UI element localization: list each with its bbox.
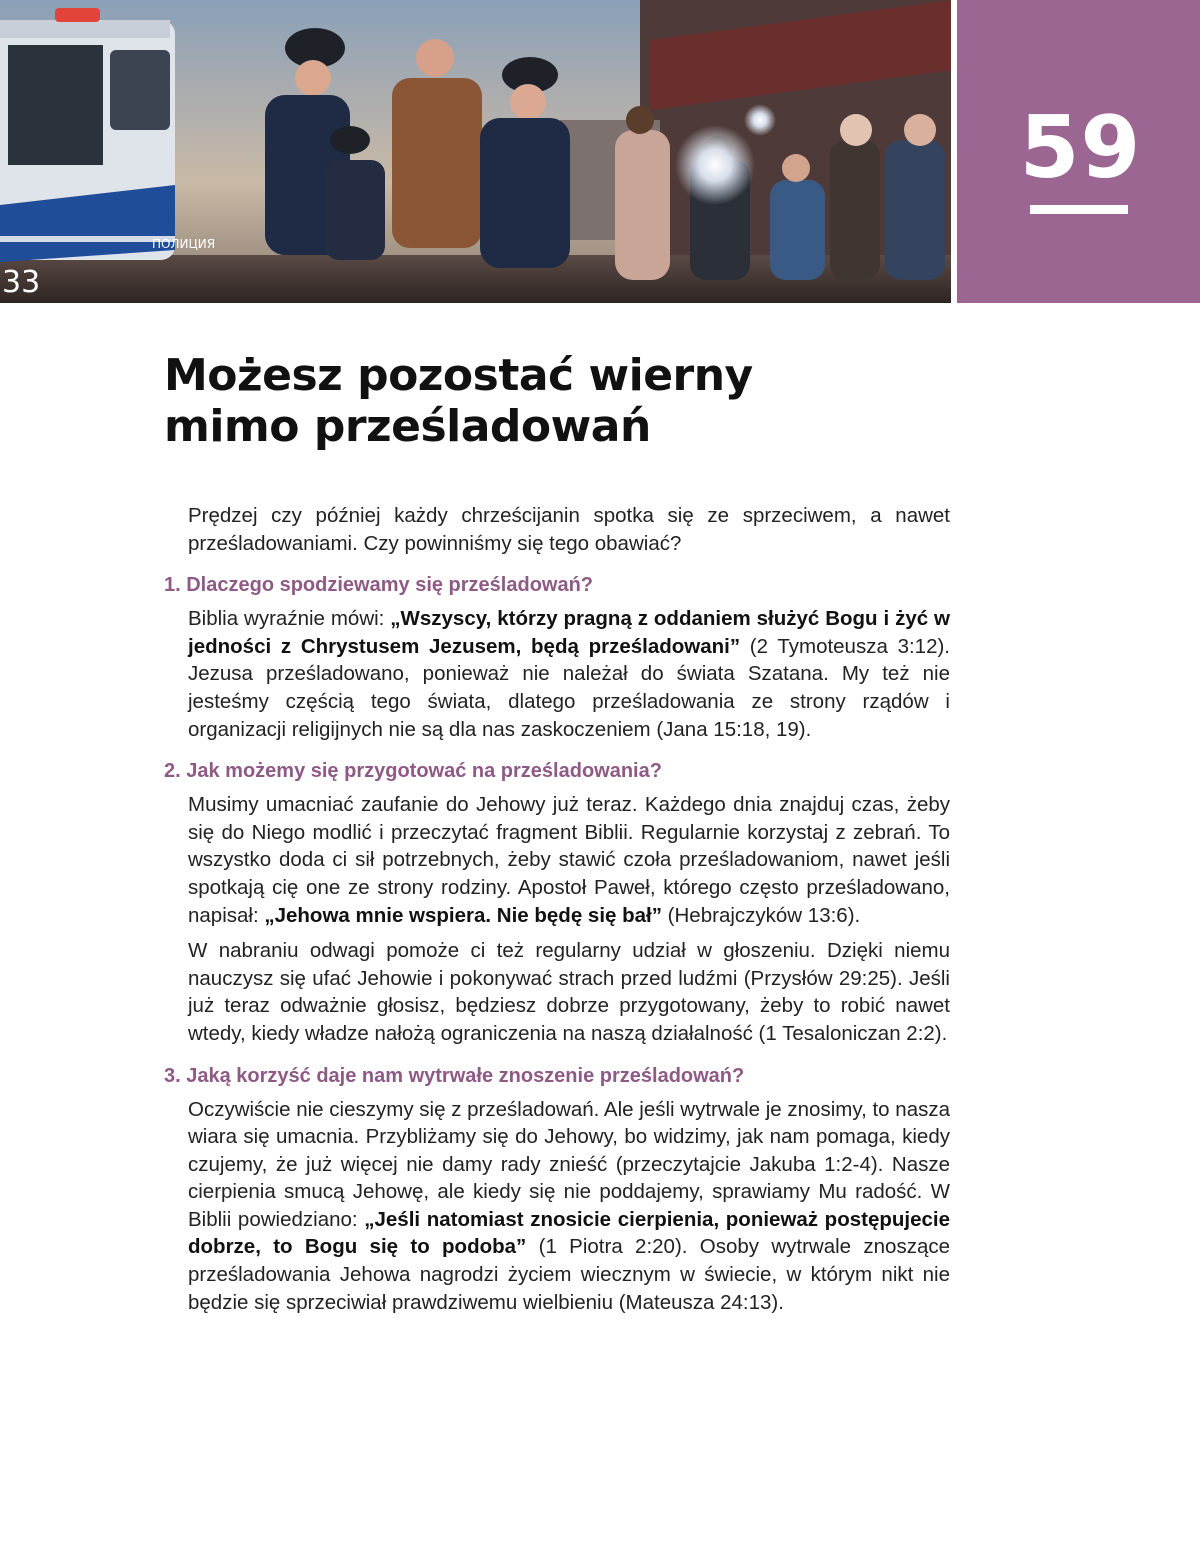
section-2 xyxy=(164,757,950,1047)
bible-quote: „Wszyscy, którzy pragną z oddaniem służyć Bogu i żyć w jedności z Chrystusem Jezusem, będą prześladowani” xyxy=(188,607,950,658)
page-title xyxy=(164,350,964,452)
paragraph-text: Oczywiście nie cieszymy się z prześladowań. Ale jeśli wytrwale je znosimy, to nasza wiara się umacnia. Przybliżamy się do Jehowy, bo widzimy, jak nam pomaga, kiedy czujemy, że już więcej nie damy rady znieść (przeczytajcie Jakuba 1:2-4). Nasze cierpienia smucą Jehowę, ale kiedy się nie poddajemy, sprawiamy Mu radość. W Biblii powiedziano: xyxy=(188,1097,950,1231)
van-number: 33 xyxy=(2,265,41,300)
question-heading: 2. Jak możemy się przygotować na prześladowania? xyxy=(164,760,662,783)
lesson-number: 59 xyxy=(1019,98,1142,198)
paragraph-text: W nabraniu odwagi pomoże ci też regularny udział w głoszeniu. Dzięki niemu nauczysz się ufać Jehowie i pokonywać strach przed ludźmi (Przysłów 29:25). Jeśli już teraz odważnie głosisz, będziesz dobrze przygotowany, żeby to robić nawet wtedy, kiedy władze nałożą ograniczenia na naszą działalność (1 Tesaloniczan 2:2). xyxy=(188,939,950,1045)
paragraph-text: (1 Piotra 2:20). Osoby wytrwale znoszące prześladowania Jehowa nagrodzi życiem wiecznym w świecie, w którym nikt nie będzie się sprzeciwiał prawdziwemu wielbieniu (Mateusza 24:13). xyxy=(188,1235,951,1314)
paragraph xyxy=(188,937,950,1047)
bible-quote: „Jehowa mnie wspiera. Nie będę się bał” xyxy=(264,903,662,927)
lesson-content xyxy=(164,502,950,1316)
section-1 xyxy=(164,571,950,743)
paragraph xyxy=(188,791,950,929)
bible-quote: „Jeśli natomiast znosicie cierpienia, ponieważ postępujecie dobrze, to Bogu się to podoba” xyxy=(188,1207,950,1259)
paragraph xyxy=(188,1096,950,1317)
header-photo xyxy=(0,0,951,303)
intro-paragraph: Prędzej czy później każdy chrześcijanin spotka się ze sprzeciwem, a nawet prześladowaniami. Czy powinniśmy się tego obawiać? xyxy=(188,504,950,555)
title-line-2: mimo prześladowań xyxy=(164,401,651,452)
paragraph-text: Musimy umacniać zaufanie do Jehowy już teraz. Każdego dnia znajduj czas, żeby się do Niego modlić i przeczytać fragment Biblii. Regularnie korzystaj z zebrań. To wszystko doda ci sił potrzebnych, żeby stawić czoła prześladowaniom, nawet jeśli spotkają cię one ze strony rodziny. Apostoł Paweł, którego często prześladowano, napisał: xyxy=(188,793,950,927)
lesson-number-underline xyxy=(1030,205,1128,214)
paragraph-text: (Hebrajczyków 13:6). xyxy=(661,903,861,927)
paragraph-text: (2 Tymoteusza 3:12). Jezusa prześladowano, ponieważ nie należał do świata Szatana. My też nie jesteśmy częścią tego świata, dlatego prześladowania ze strony rządów i organizacji religijnych nie są dla nas zaskoczeniem (Jana 15:18, 19). xyxy=(188,634,950,741)
question-heading: 1. Dlaczego spodziewamy się prześladowań? xyxy=(164,574,594,597)
paragraph xyxy=(188,605,950,743)
van-label: ПОЛИЦИЯ xyxy=(152,237,216,251)
title-line-1: Możesz pozostać wierny xyxy=(164,350,753,401)
paragraph-text: Biblia wyraźnie mówi: xyxy=(188,607,391,631)
section-3 xyxy=(164,1062,950,1317)
question-heading: 3. Jaką korzyść daje nam wytrwałe znoszenie prześladowań? xyxy=(164,1064,745,1087)
lesson-number-box xyxy=(957,0,1200,303)
